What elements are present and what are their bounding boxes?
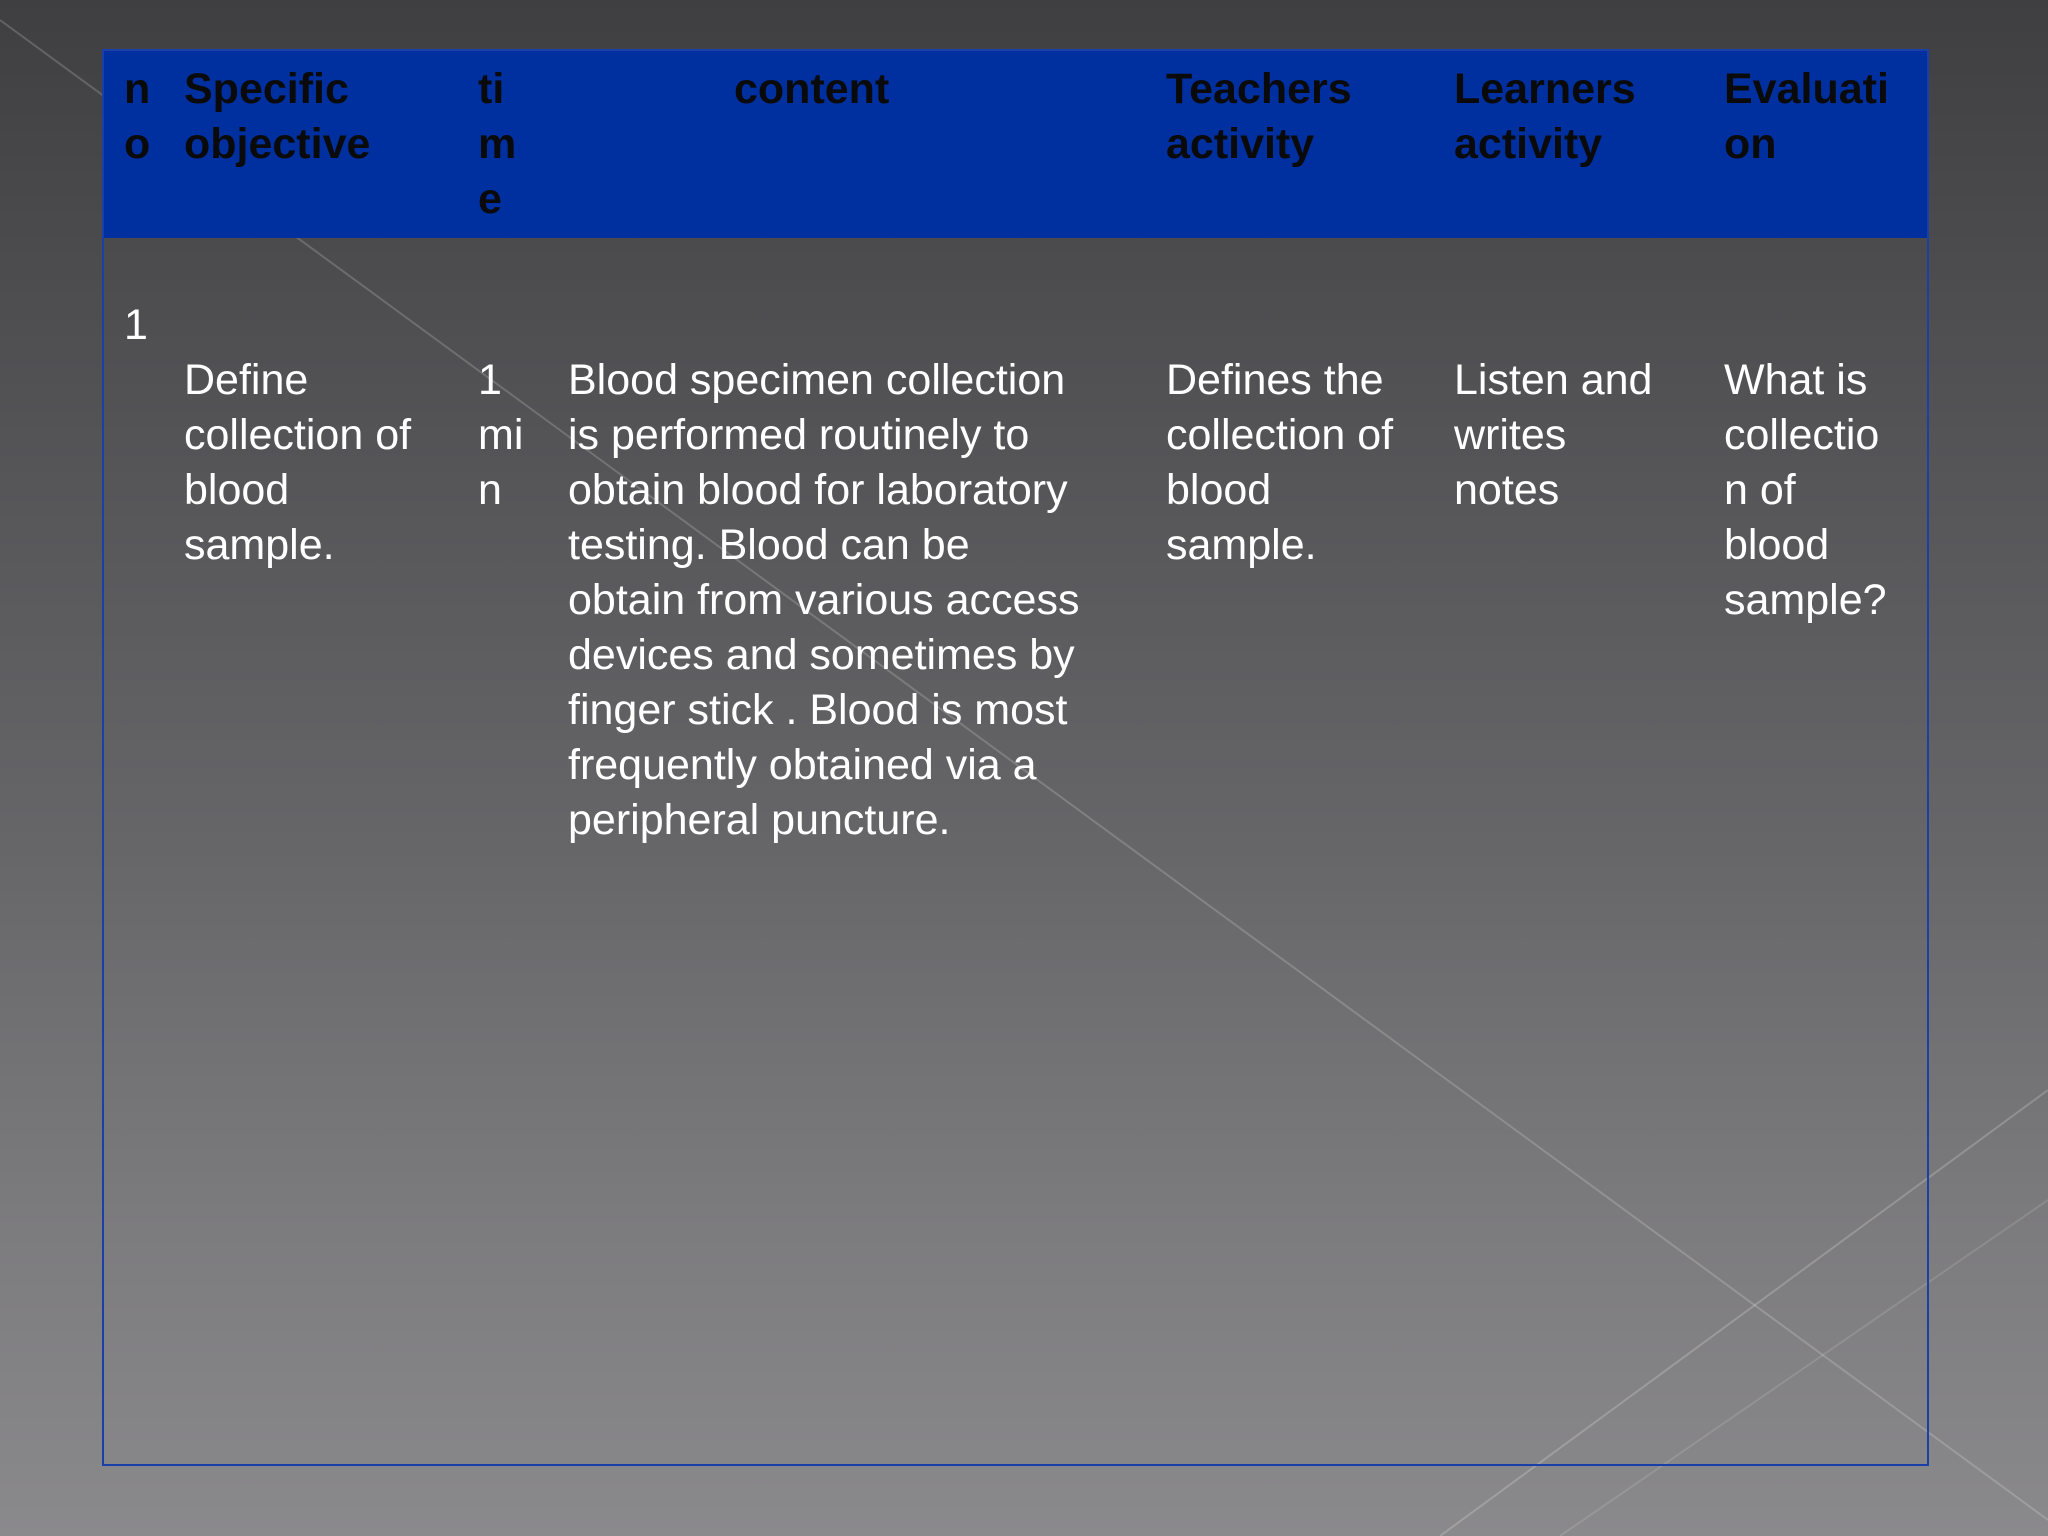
- cell-time: 1 mi n: [478, 356, 524, 514]
- table-header-row: [104, 51, 1927, 238]
- header-content: content: [734, 65, 890, 113]
- cell-no: 1: [124, 301, 148, 349]
- cell-teachers-activity: Defines the collection of blood sample.: [1166, 356, 1394, 569]
- header-evaluation: Evaluati on: [1724, 65, 1889, 168]
- cell-learners-activity: Listen and writes notes: [1454, 356, 1653, 514]
- header-time: ti m e: [478, 65, 517, 223]
- cell-objective: Define collection of blood sample.: [184, 356, 412, 569]
- header-specific-objective: Specific objective: [184, 65, 371, 168]
- lesson-plan-table: [102, 49, 1929, 1466]
- header-learners-activity: Learners activity: [1454, 65, 1636, 168]
- header-teachers-activity: Teachers activity: [1166, 65, 1352, 168]
- cell-content: Blood specimen collection is performed routinely to obtain blood for laboratory testing. Blood can be obtain from various access devices and sometimes by finger stick . Blood is most frequently obtained via a peripheral puncture.: [568, 356, 1080, 844]
- cell-evaluation: What is collectio n of blood sample?: [1724, 356, 1887, 624]
- header-no: n o: [124, 65, 151, 168]
